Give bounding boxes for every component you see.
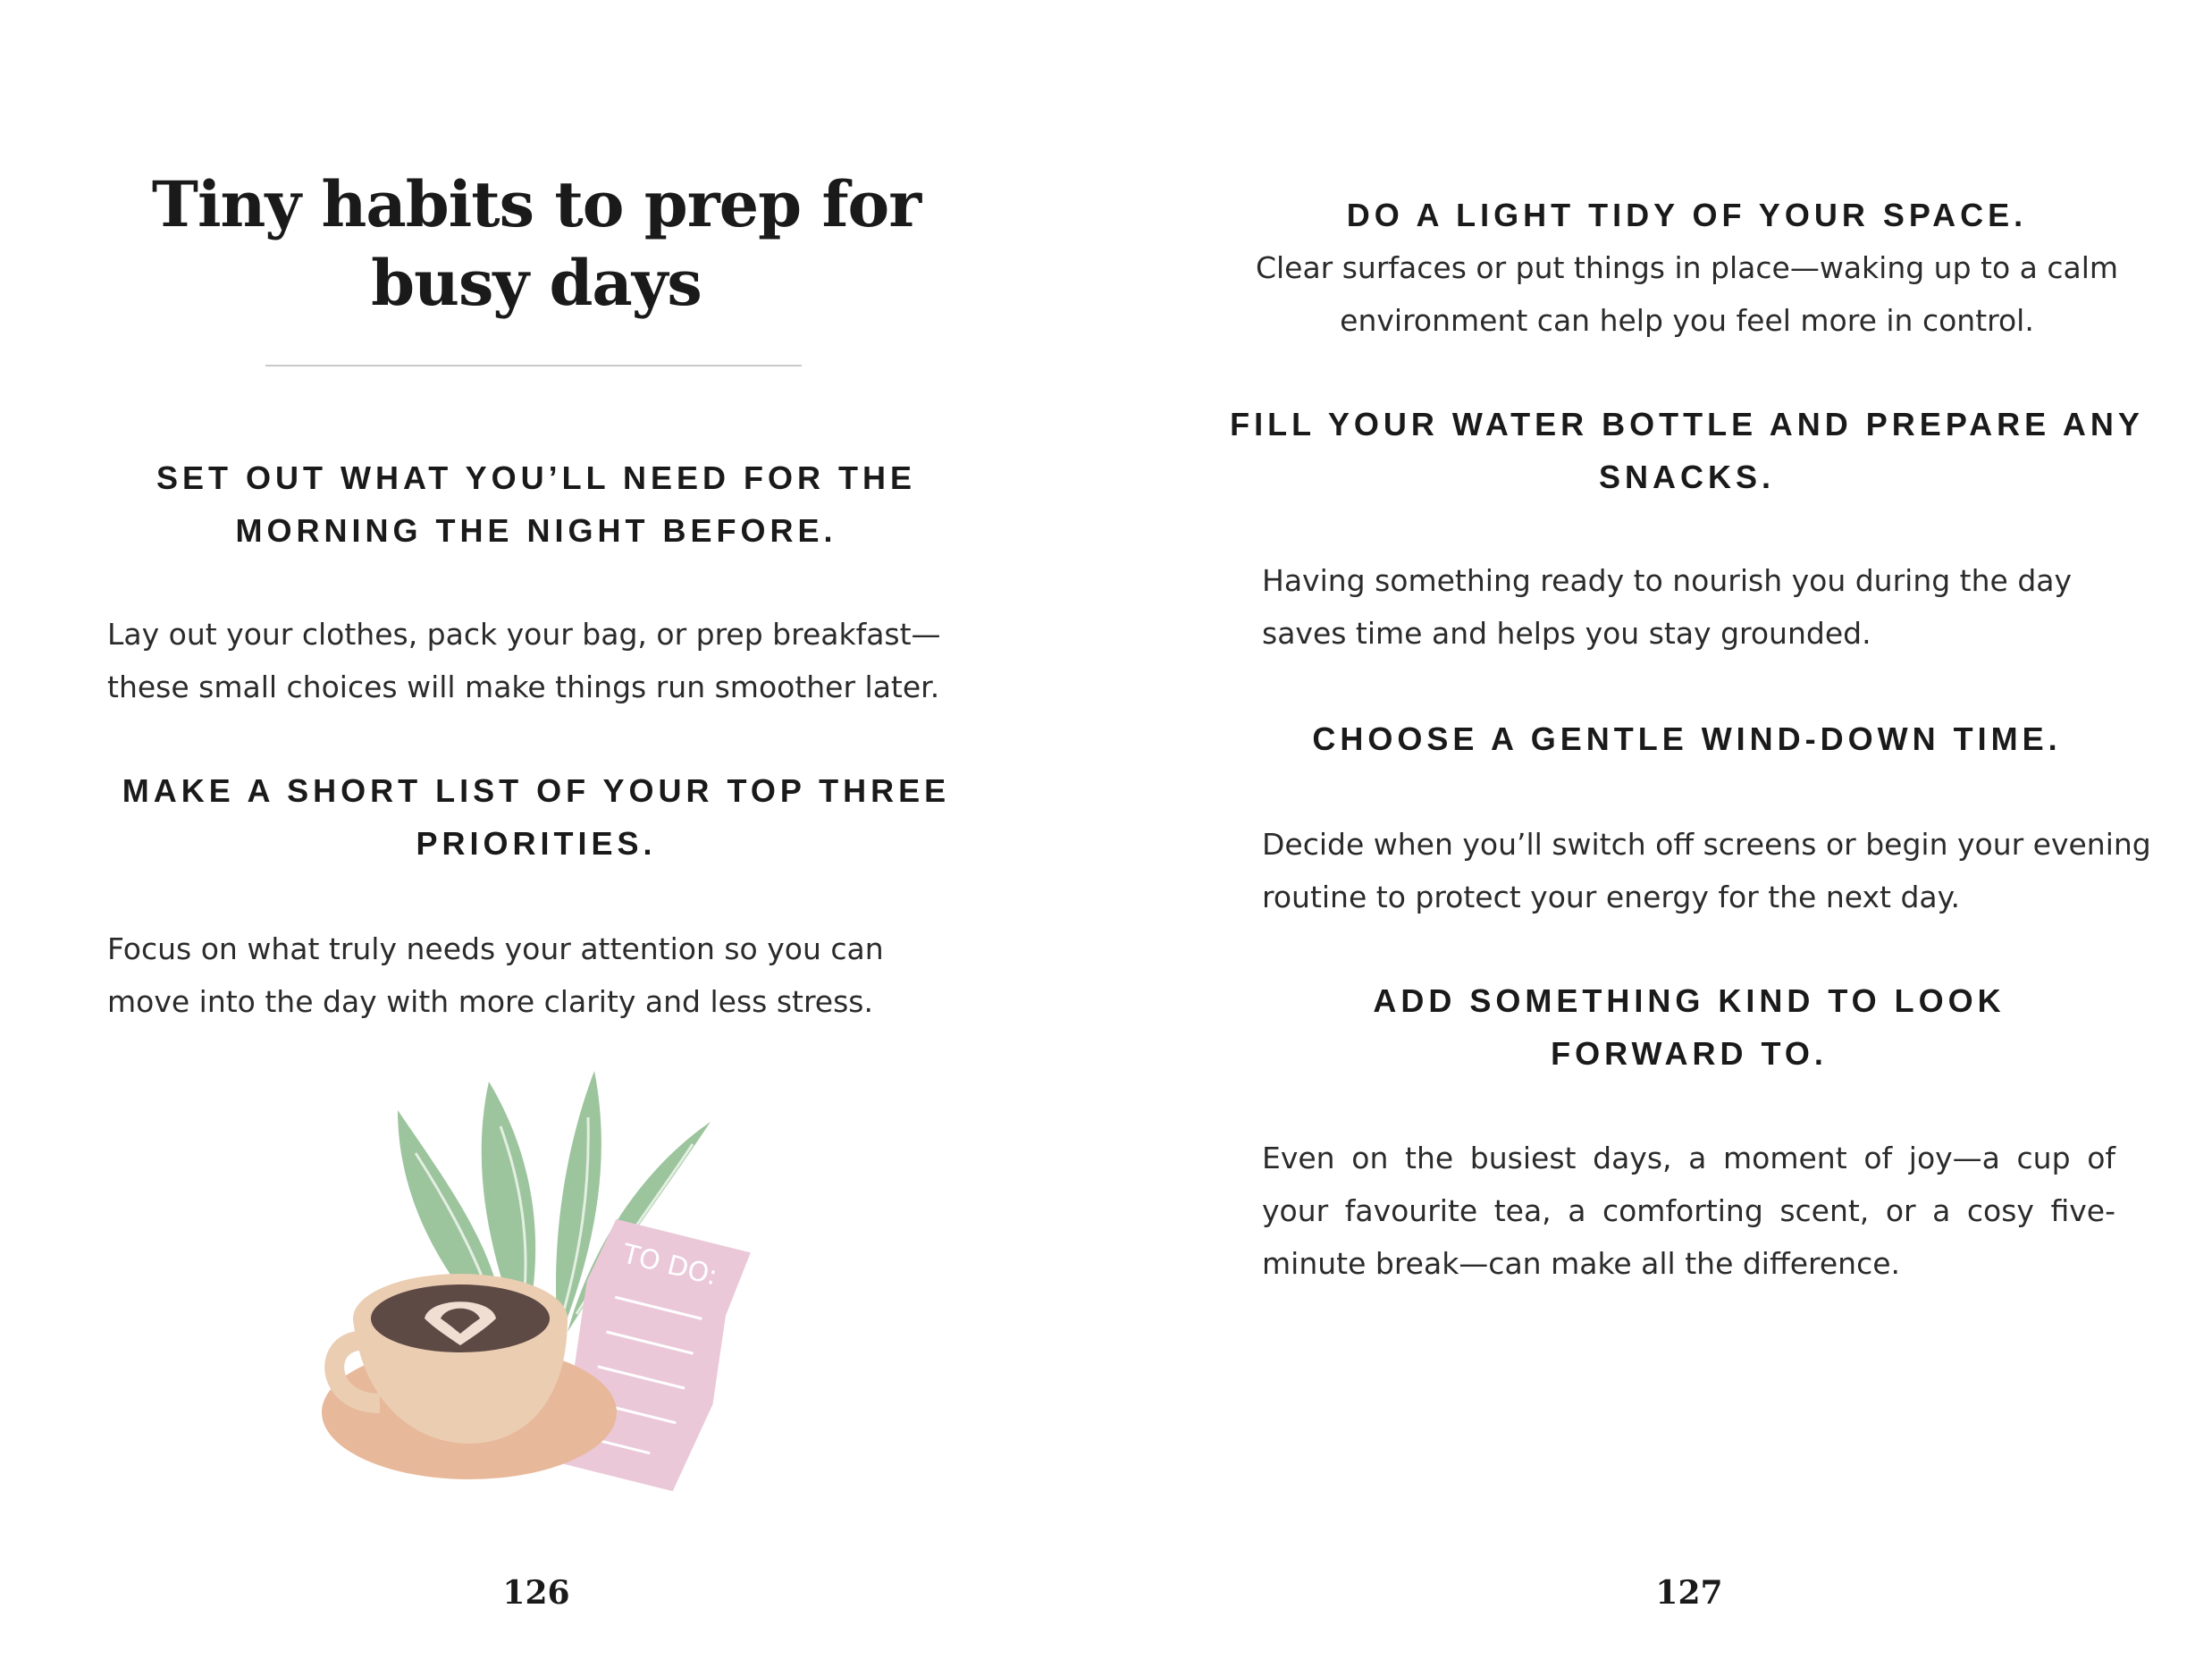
right-page [1162,0,2212,1676]
page-number-left: 126 [502,1574,570,1612]
habit-body-water: Having something ready to nourish you during the day saves time and helps you stay grounded. [1262,563,2073,651]
habit-body-wind-down: Decide when you’ll switch off screens or begin your evening routine to protect your energy for the next day. [1262,827,2151,914]
habit-heading-look-forward: ADD SOMETHING KIND TO LOOK FORWARD TO. [1373,982,2006,1072]
habit-body-look-forward: Even on the busiest days, a moment of joy—a cup of your favourite tea, a comforting scent, or a cosy five-minute break—can make all the difference. [1262,1141,2115,1281]
habit-body-tidy: Clear surfaces or put things in place—waking up to a calm environment can help you feel more in control. [1255,250,2119,338]
coffee-cup-todo-list-plant-illustration [282,1028,782,1511]
left-page [0,0,1090,1676]
habit-heading-water: FILL YOUR WATER BOTTLE AND PREPARE ANY SNACKS. [1230,406,2144,495]
habit-heading-priorities: MAKE A SHORT LIST OF YOUR TOP THREE PRIORITIES. [122,772,951,862]
habit-heading-wind-down: CHOOSE A GENTLE WIND-DOWN TIME. [1312,720,2062,757]
habit-body-set-out: Lay out your clothes, pack your bag, or prep breakfast—these small choices will make things run smoother later. [107,617,941,704]
page-title: Tiny habits to prep for busy days [151,167,921,320]
todo-note-label: TO DO: [619,1238,721,1293]
habit-body-priorities: Focus on what truly needs your attention so you can move into the day with more clarity and less stress. [107,931,884,1019]
habit-heading-set-out: SET OUT WHAT YOU’LL NEED FOR THE MORNING THE NIGHT BEFORE. [156,459,916,549]
title-divider [265,365,802,366]
habit-heading-tidy: DO A LIGHT TIDY OF YOUR SPACE. [1346,197,2028,233]
page-number-right: 127 [1655,1574,1723,1612]
coffee-todo-illustration [282,1028,782,1511]
